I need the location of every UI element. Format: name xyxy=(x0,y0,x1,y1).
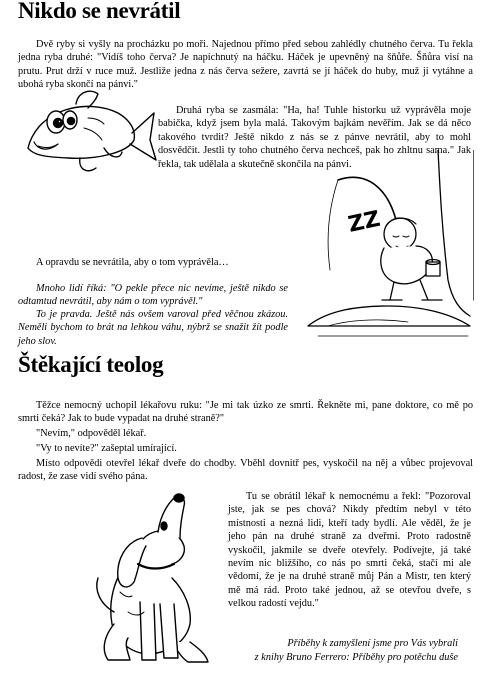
story1-paragraph-3: A opravdu se nevrátila, aby o tom vyprávěla… xyxy=(36,257,229,268)
fish-illustration xyxy=(18,78,158,178)
zzz-label: ZZ xyxy=(346,206,383,238)
story2-paragraph-3: "Vy to nevíte?" zašeptal umírající. xyxy=(36,443,177,454)
story1-quote-1: Mnoho lidí říká: "O pekle přece nic nevíme, ještě nikdo se odtamtud nevrátil, aby nám o tom vyprávěl." xyxy=(18,283,288,308)
story2-paragraph-5: Tu se obrátil lékař k nemocnému a řekl: "Pozoroval jste, jak se pes chová? Nikdy předtím nebyl v této místnosti a nezná lidi, kteří tady bydlí. Ale věděl, že je jeho pán na druhé straně za dveřmi. Proto radostně vyskočil, jakmile se dveře otevřely. Podívejte, já také nevím nic bližšího, co nás po smrti čeká, stačí mi ale vědomí, že je na druhé straně můj Pán a Mistr, ten který mě má rád. Proto také jednou, až se otevřou dveře, s velkou radostí vejdu." xyxy=(228,491,471,610)
dog-illustration xyxy=(88,492,224,672)
story2-paragraph-2: "Nevím," odpověděl lékař. xyxy=(36,428,147,439)
story1-paragraph-2: Druhá ryba se zasmála: "Ha, ha! Tuhle historku už vyprávěla moje babička, když jsem byla malá. Takovým bajkám nevěřím. Jak se dá něco takového tvrdit? Ještě nikdo z nás se z pánve nevrátil, aby to mohl dosvědčit. Jestli ty toho chutného červa nechceš, pak ho zhltnu sama." Jak řekla, tak udělala a skutečně skončila na pánvi. xyxy=(158,105,471,170)
story2-title: Štěkající teolog xyxy=(18,352,164,377)
story1-paragraph-1: Dvě ryby si vyšly na procházku po moři. Najednou přímo před sebou zahlédly chutného červa. Tu řekla jedna ryba druhé: "Vidíš toho červa? Je napíchnutý na háčku. Háček je upevněný na šňůře. Šňůra visí na prutu. Prut drží v ruce muž. Jestliže jedna z nás červa sežere, zavrtá se jí háček do huby, muž ji vytáhne a ubohá ryba skončí na pánvi." xyxy=(18,39,473,91)
story1-quote-2: To je pravda. Ještě nás ovšem varoval před věčnou zkázou. Neměli bychom to brát na lehkou váhu, nýbrž se snažit žít podle jeho slov. xyxy=(18,309,288,347)
story1-title: Nikdo se nevrátil xyxy=(18,0,181,23)
sleeping-fisherman-illustration xyxy=(298,150,474,340)
credit-line-1: Příběhy k zamyšlení jsme pro Vás vybrali xyxy=(287,638,458,649)
story2-paragraph-4: Místo odpovědi otevřel lékař dveře do chodby. Vběhl dovnitř pes, vyskočil na něj a vůbec projevoval radost, že zase vidí svého pána. xyxy=(18,458,473,483)
story2-paragraph-1: Těžce nemocný uchopil lékařovu ruku: "Je mi tak úzko ze smrti. Řekněte mi, pane doktore, co mě po smrti čeká? Jak to bude vypadat na druhé straně?" xyxy=(18,400,473,425)
credit-line-2: z knihy Bruno Ferrero: Příběhy pro potěchu duše xyxy=(254,652,458,663)
